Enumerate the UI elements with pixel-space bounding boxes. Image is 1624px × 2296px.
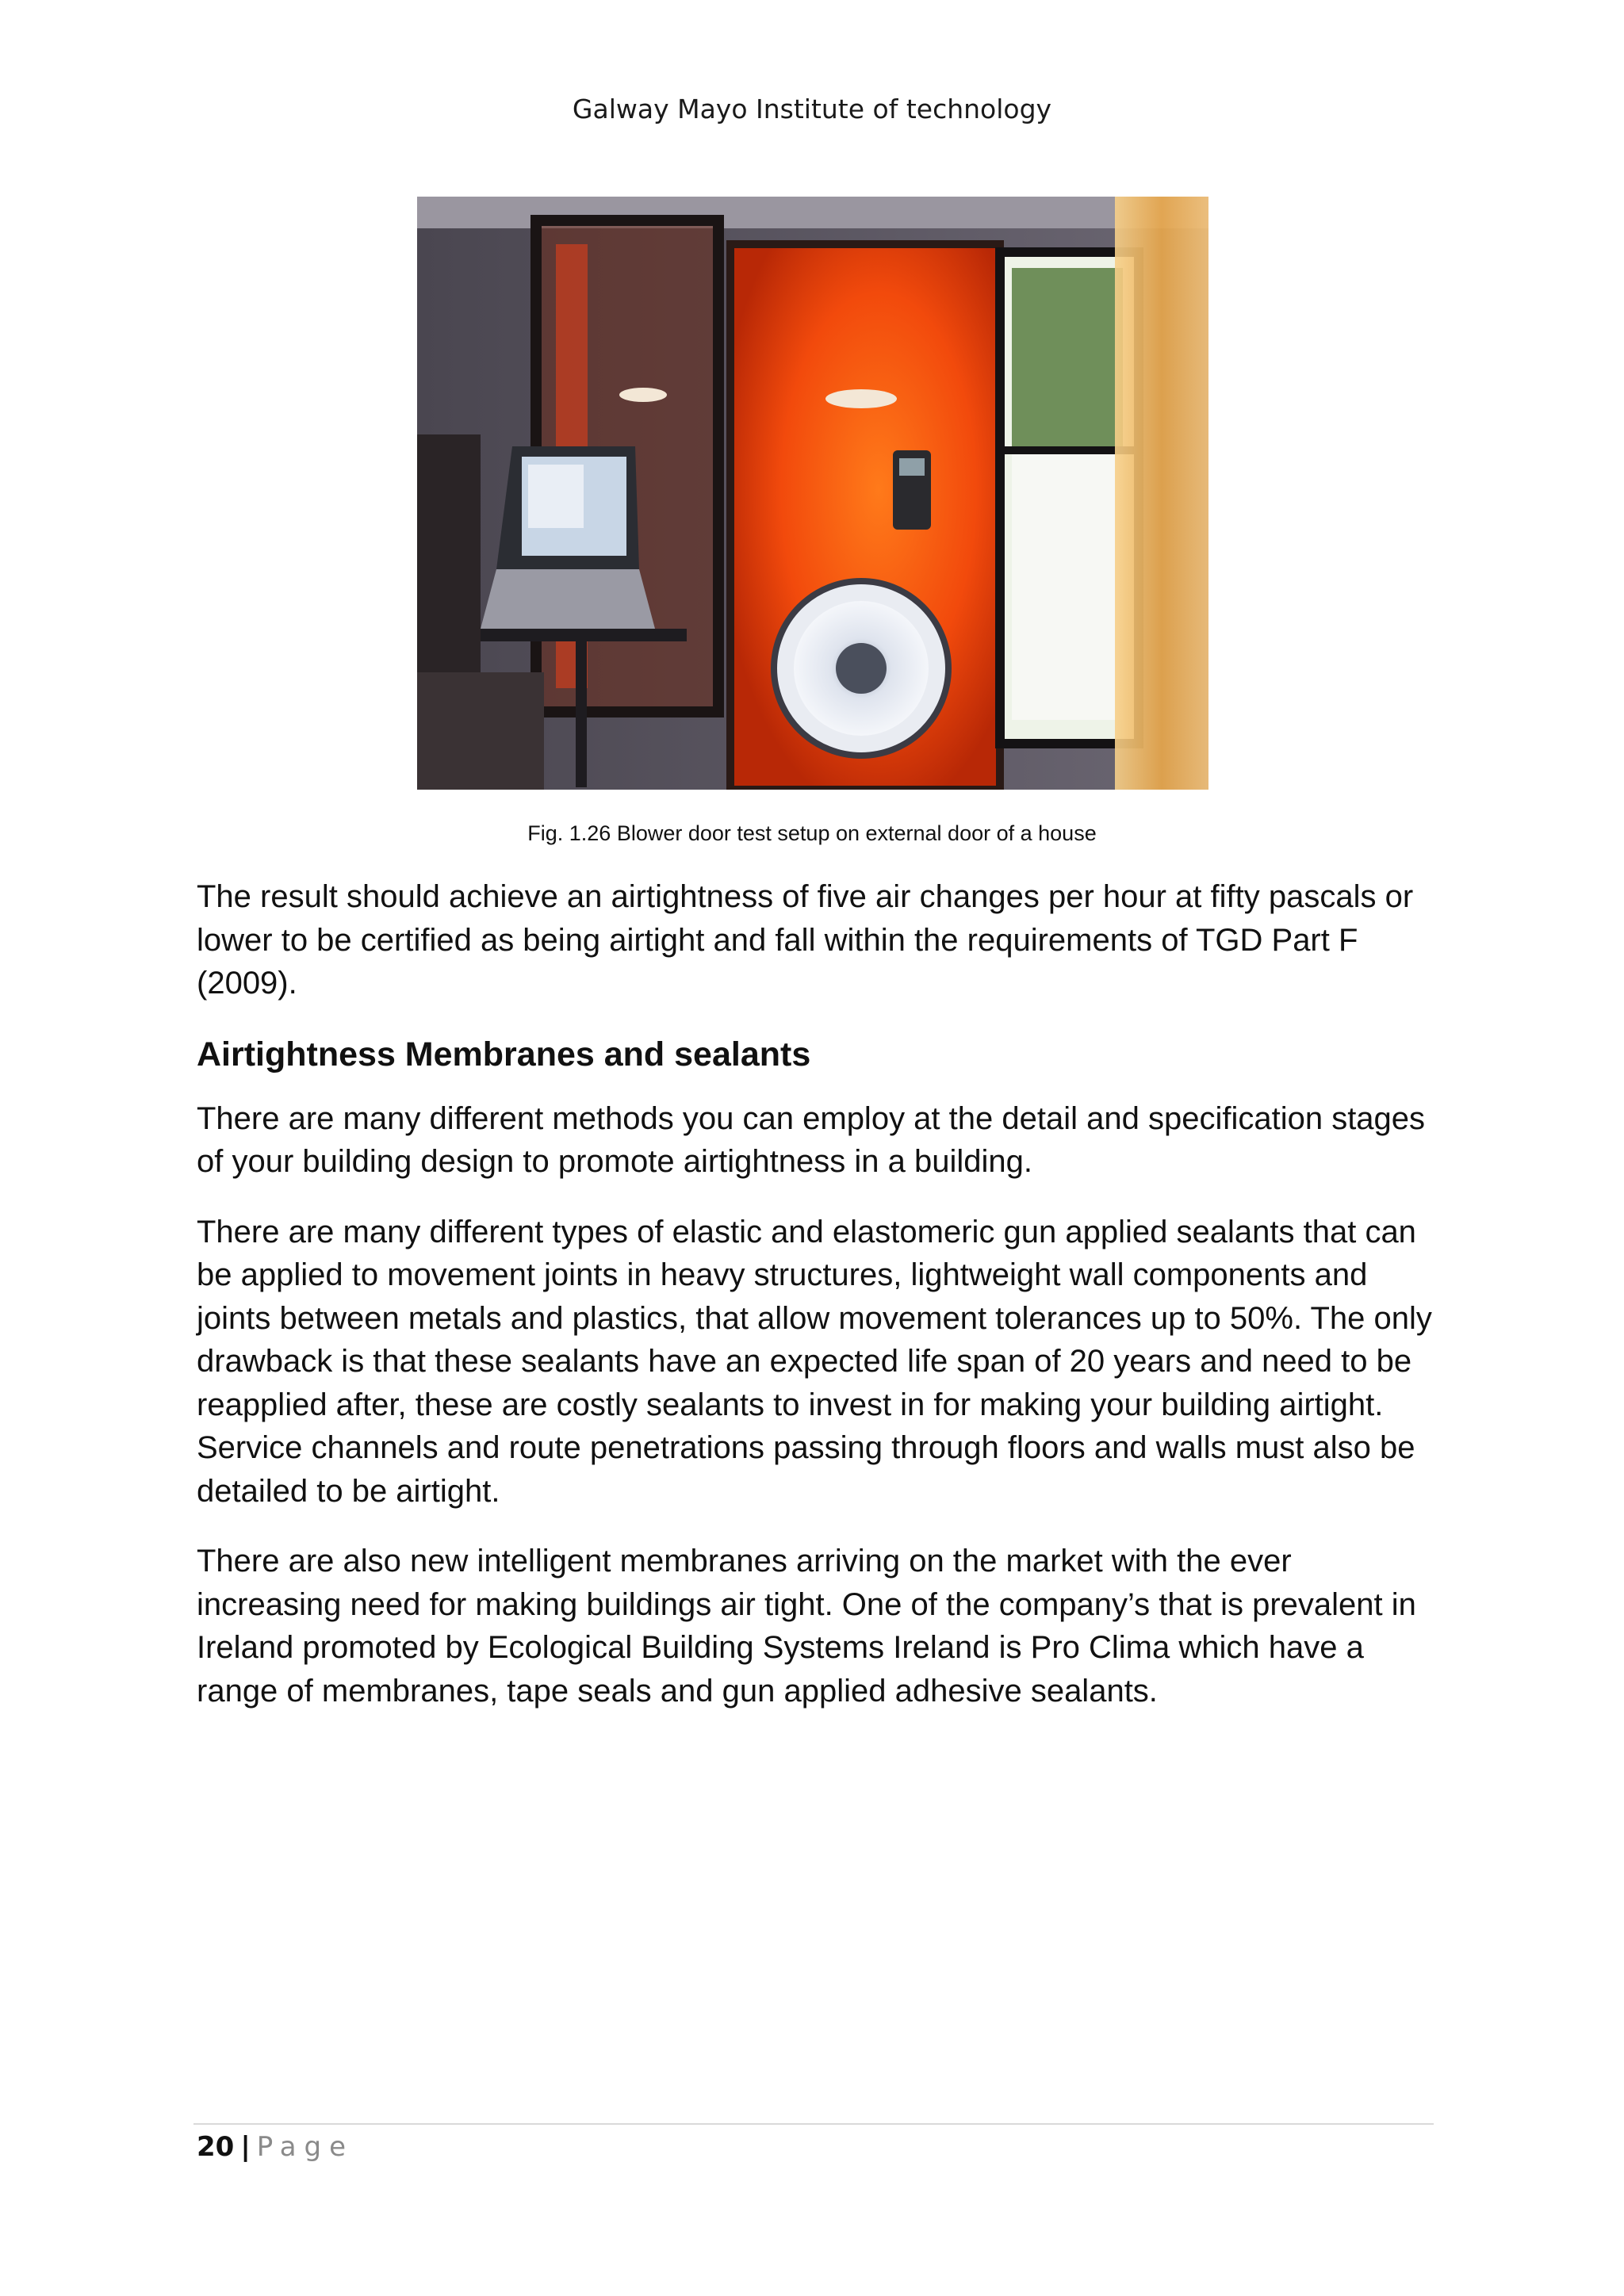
footer-separator: | [240,2131,251,2163]
figure-caption: Fig. 1.26 Blower door test setup on external door of a house [527,821,1097,845]
section-heading: Airtightness Membranes and sealants [197,1035,811,1073]
blower-door-photo [417,197,1208,790]
document-body [197,875,1442,1739]
paragraph-result: The result should achieve an airtightness of five air changes per hour at fifty pascals or lower to be certified as being airtight and fall within the requirements of TGD Part F (2009). [197,879,1414,1001]
footer-divider [193,2123,1434,2125]
paragraph-sealants: There are many different types of elastic and elastomeric gun applied sealants that can be applied to movement joints in heavy structures, lightweight wall components and joints between metals and plastics, that allow movement tolerances up to 50%. The only drawback is that these sealants have an expected life span of 20 years and need to be reapplied after, these are costly sealants to invest in for making your building airtight. Service channels and route penetrations passing through floors and walls must also be detailed to be airtight. [197,1214,1432,1509]
paragraph-methods: There are many different methods you can employ at the detail and specification stages of your building design to promote airtightness in a building. [197,1100,1426,1179]
page-label: Page [256,2131,354,2163]
paragraph-membranes: There are also new intelligent membranes arriving on the market with the ever increasing need for making buildings air tight. One of the company’s that is prevalent in Ireland promoted by Ecological Building Systems Ireland is Pro Clima which have a range of membranes, tape seals and gun applied adhesive sealants. [197,1544,1416,1709]
page-number: 20 [197,2131,235,2163]
page-footer [197,2131,354,2163]
page-header-title: Galway Mayo Institute of technology [572,94,1052,124]
